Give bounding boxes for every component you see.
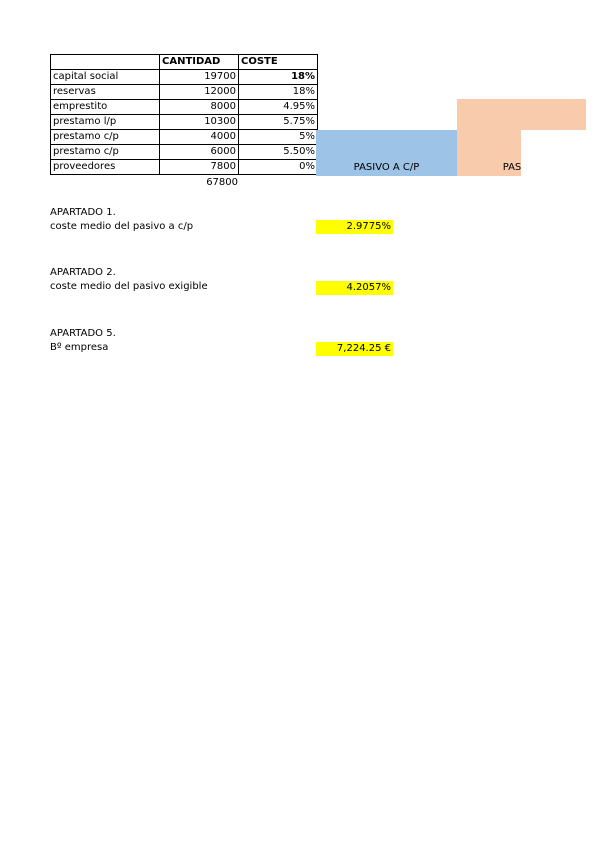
cell-cantidad[interactable]: 8000 <box>160 100 239 115</box>
table-row <box>51 100 318 115</box>
apartado-title: APARTADO 2. <box>50 267 116 278</box>
cost-table <box>50 54 318 175</box>
table-row <box>51 145 318 160</box>
cell-cantidad[interactable]: 7800 <box>160 160 239 175</box>
apartado-5 <box>50 327 116 355</box>
cell-cantidad[interactable]: 10300 <box>160 115 239 130</box>
cell-concepto[interactable]: prestamo c/p <box>51 145 160 160</box>
apartado-desc: coste medio del pasivo a c/p <box>50 221 194 232</box>
cell-concepto[interactable]: proveedores <box>51 160 160 175</box>
cell-coste[interactable]: 5% <box>239 130 318 145</box>
apartado-1 <box>50 206 193 234</box>
apartado-5-value[interactable]: 7,224.25 € <box>316 342 393 356</box>
header-coste[interactable]: COSTE <box>239 55 318 70</box>
header-cell-empty[interactable] <box>51 55 160 70</box>
table-row <box>51 115 318 130</box>
cell-concepto[interactable]: emprestito <box>51 100 160 115</box>
cell-cantidad[interactable]: 12000 <box>160 85 239 100</box>
cell-coste[interactable]: 18% <box>239 70 318 85</box>
pasivo-block-upper <box>457 99 586 130</box>
header-cantidad[interactable]: CANTIDAD <box>160 55 239 70</box>
cell-concepto[interactable]: prestamo c/p <box>51 130 160 145</box>
apartado-title: APARTADO 1. <box>50 207 116 218</box>
apartado-title: APARTADO 5. <box>50 328 116 339</box>
cell-cantidad[interactable]: 19700 <box>160 70 239 85</box>
pas-label: PAS <box>502 162 522 173</box>
cell-concepto[interactable]: capital social <box>51 70 160 85</box>
cell-concepto[interactable]: prestamo l/p <box>51 115 160 130</box>
apartado-desc: Bº empresa <box>50 342 109 353</box>
cell-concepto[interactable]: reservas <box>51 85 160 100</box>
apartado-desc: coste medio del pasivo exigible <box>50 281 208 292</box>
apartado-2 <box>50 266 208 294</box>
cell-coste[interactable]: 4.95% <box>239 100 318 115</box>
cell-coste[interactable]: 0% <box>239 160 318 175</box>
cell-cantidad[interactable]: 6000 <box>160 145 239 160</box>
table-row <box>51 130 318 145</box>
cell-cantidad[interactable]: 4000 <box>160 130 239 145</box>
apartado-1-value[interactable]: 2.9775% <box>316 220 393 234</box>
table-row <box>51 70 318 85</box>
cell-coste[interactable]: 18% <box>239 85 318 100</box>
pasivo-cp-label: PASIVO A C/P <box>353 162 420 173</box>
table-row <box>51 160 318 175</box>
cell-coste[interactable]: 5.75% <box>239 115 318 130</box>
table-header-row <box>51 55 318 70</box>
cell-coste[interactable]: 5.50% <box>239 145 318 160</box>
apartado-2-value[interactable]: 4.2057% <box>316 281 393 295</box>
total-cantidad[interactable]: 67800 <box>206 177 238 188</box>
table-row <box>51 85 318 100</box>
